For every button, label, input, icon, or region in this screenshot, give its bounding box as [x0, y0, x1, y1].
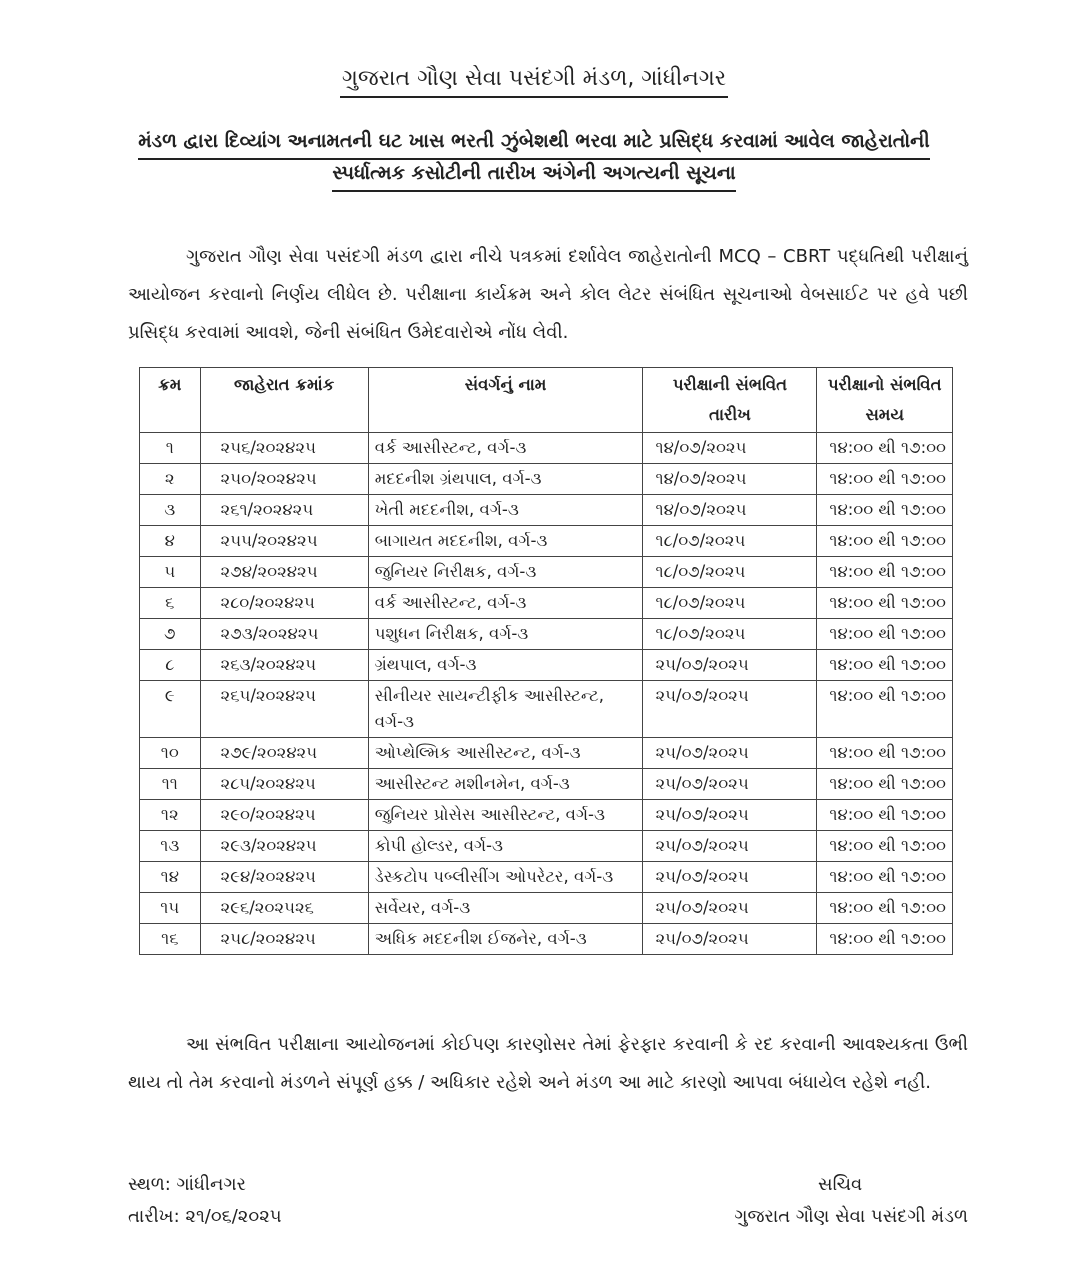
table-row — [140, 681, 953, 738]
exam-date-cell: ૨૫/૦૭/૨૦૨૫ — [643, 862, 817, 893]
exam-time-cell: ૧૪:૦૦ થી ૧૭:૦૦ — [817, 619, 953, 650]
cadre-name-cell: બાગાયત મદદનીશ, વર્ગ-૩ — [368, 526, 643, 557]
exam-time-cell: ૧૪:૦૦ થી ૧૭:૦૦ — [817, 526, 953, 557]
table-row — [140, 893, 953, 924]
table-header-row — [140, 368, 953, 433]
advt-no-cell: ૨૬૧/૨૦૨૪૨૫ — [200, 495, 368, 526]
cadre-name-cell: જુનિયર નિરીક્ષક, વર્ગ-૩ — [368, 557, 643, 588]
intro-paragraph: ગુજરાત ગૌણ સેવા પસંદગી મંડળ દ્વારા નીચે પત્રકમાં દર્શાવેલ જાહેરાતોની MCQ – CBRT પદ્ધતિથી પરીક્ષાનું આયોજન કરવાનો નિર્ણય લીધેલ છે. પરીક્ષાના કાર્યક્રમ અને કોલ લેટર સંબંધિત સૂચનાઓ વેબસાઈટ પર હવે પછી પ્રસિદ્ધ કરવામાં આવશે, જેની સંબંધિત ઉમેદવારોએ નોંધ લેવી. — [128, 246, 968, 343]
advt-no-cell: ૨૯૪/૨૦૨૪૨૫ — [200, 862, 368, 893]
exam-time-cell: ૧૪:૦૦ થી ૧૭:૦૦ — [817, 893, 953, 924]
exam-time-cell: ૧૪:૦૦ થી ૧૭:૦૦ — [817, 831, 953, 862]
advt-no-cell: ૨૫૮/૨૦૨૪૨૫ — [200, 924, 368, 955]
cadre-name-cell: સર્વેયર, વર્ગ-૩ — [368, 893, 643, 924]
exam-time-cell: ૧૪:૦૦ થી ૧૭:૦૦ — [817, 924, 953, 955]
exam-date-cell: ૧૪/૦૭/૨૦૨૫ — [643, 433, 817, 464]
table-row — [140, 862, 953, 893]
table-row — [140, 526, 953, 557]
cadre-name-cell: વર્ક આસીસ્ટન્ટ, વર્ગ-૩ — [368, 588, 643, 619]
exam-schedule-table — [139, 367, 953, 955]
serial-cell: ૪ — [140, 526, 201, 557]
board-name-heading: ગુજરાત ગૌણ સેવા પસંદગી મંડળ, ગાંધીનગર — [340, 62, 728, 98]
advt-no-cell: ૨૫૦/૨૦૨૪૨૫ — [200, 464, 368, 495]
cadre-name-cell: વર્ક આસીસ્ટન્ટ, વર્ગ-૩ — [368, 433, 643, 464]
table-row — [140, 464, 953, 495]
exam-time-cell: ૧૪:૦૦ થી ૧૭:૦૦ — [817, 769, 953, 800]
exam-time-cell: ૧૪:૦૦ થી ૧૭:૦૦ — [817, 738, 953, 769]
exam-time-cell: ૧૪:૦૦ થી ૧૭:૦૦ — [817, 862, 953, 893]
cadre-name-cell: ડેસ્કટોપ પબ્લીસીંગ ઓપરેટર, વર્ગ-૩ — [368, 862, 643, 893]
table-row — [140, 650, 953, 681]
exam-time-cell: ૧૪:૦૦ થી ૧૭:૦૦ — [817, 681, 953, 738]
cadre-name-cell: સીનીયર સાયન્ટીફીક આસીસ્ટન્ટ, વર્ગ-૩ — [368, 681, 643, 738]
serial-cell: ૨ — [140, 464, 201, 495]
cadre-name-cell: જુનિયર પ્રોસેસ આસીસ્ટન્ટ, વર્ગ-૩ — [368, 800, 643, 831]
subtitle-line-1: મંડળ દ્વારા દિવ્યાંગ અનામતની ઘટ ખાસ ભરતી ઝુંબેશથી ભરવા માટે પ્રસિદ્ધ કરવામાં આવેલ જાહેરાતોની — [0, 124, 1068, 160]
exam-date-cell: ૧૪/૦૭/૨૦૨૫ — [643, 495, 817, 526]
cadre-name-cell: મદદનીશ ગ્રંથપાલ, વર્ગ-૩ — [368, 464, 643, 495]
advt-no-cell: ૨૮૦/૨૦૨૪૨૫ — [200, 588, 368, 619]
exam-time-cell: ૧૪:૦૦ થી ૧૭:૦૦ — [817, 800, 953, 831]
serial-cell: ૭ — [140, 619, 201, 650]
exam-date-cell: ૨૫/૦૭/૨૦૨૫ — [643, 650, 817, 681]
serial-cell: ૧૨ — [140, 800, 201, 831]
closing-paragraph: આ સંભવિત પરીક્ષાના આયોજનમાં કોઈપણ કારણોસર તેમાં ફેરફાર કરવાની કે રદ કરવાની આવશ્યકતા ઉભી થાય તો તેમ કરવાનો મંડળને સંપૂર્ણ હક્ક / અધિકાર રહેશે અને મંડળ આ માટે કારણો આપવા બંધાયેલ રહેશે નહી. — [128, 1034, 968, 1093]
table-row — [140, 588, 953, 619]
table-row — [140, 769, 953, 800]
serial-cell: ૧ — [140, 433, 201, 464]
header-cadre-name: સંવર્ગનું નામ — [368, 368, 643, 433]
advt-no-cell: ૨૭૪/૨૦૨૪૨૫ — [200, 557, 368, 588]
notice-title — [0, 62, 1068, 98]
table-body — [140, 433, 953, 955]
serial-cell: ૧૪ — [140, 862, 201, 893]
footer-place: સ્થળ: ગાંધીનગર — [128, 1174, 246, 1195]
exam-date-cell: ૧૮/૦૭/૨૦૨૫ — [643, 588, 817, 619]
serial-cell: ૮ — [140, 650, 201, 681]
exam-time-cell: ૧૪:૦૦ થી ૧૭:૦૦ — [817, 650, 953, 681]
advt-no-cell: ૨૭૩/૨૦૨૪૨૫ — [200, 619, 368, 650]
exam-date-cell: ૧૮/૦૭/૨૦૨૫ — [643, 619, 817, 650]
advt-no-cell: ૨૯૦/૨૦૨૪૨૫ — [200, 800, 368, 831]
exam-time-cell: ૧૪:૦૦ થી ૧૭:૦૦ — [817, 557, 953, 588]
serial-cell: ૩ — [140, 495, 201, 526]
advt-no-cell: ૨૫૬/૨૦૨૪૨૫ — [200, 433, 368, 464]
header-serial: ક્રમ — [140, 368, 201, 433]
exam-date-cell: ૨૫/૦૭/૨૦૨૫ — [643, 681, 817, 738]
serial-cell: ૧૬ — [140, 924, 201, 955]
exam-date-cell: ૨૫/૦૭/૨૦૨૫ — [643, 800, 817, 831]
advt-no-cell: ૨૯૬/૨૦૨૫૨૬ — [200, 893, 368, 924]
header-exam-date: પરીક્ષાની સંભવિત તારીખ — [643, 368, 817, 433]
table-row — [140, 924, 953, 955]
advt-no-cell: ૨૯૩/૨૦૨૪૨૫ — [200, 831, 368, 862]
exam-date-cell: ૨૫/૦૭/૨૦૨૫ — [643, 738, 817, 769]
cadre-name-cell: અધિક મદદનીશ ઈજનેર, વર્ગ-૩ — [368, 924, 643, 955]
serial-cell: ૧૦ — [140, 738, 201, 769]
exam-time-cell: ૧૪:૦૦ થી ૧૭:૦૦ — [817, 588, 953, 619]
exam-date-cell: ૨૫/૦૭/૨૦૨૫ — [643, 924, 817, 955]
header-advt-no: જાહેરાત ક્રમાંક — [200, 368, 368, 433]
cadre-name-cell: પશુધન નિરીક્ષક, વર્ગ-૩ — [368, 619, 643, 650]
cadre-name-cell: ગ્રંથપાલ, વર્ગ-૩ — [368, 650, 643, 681]
exam-time-cell: ૧૪:૦૦ થી ૧૭:૦૦ — [817, 433, 953, 464]
table-row — [140, 557, 953, 588]
serial-cell: ૧૩ — [140, 831, 201, 862]
serial-cell: ૫ — [140, 557, 201, 588]
advt-no-cell: ૨૫૫/૨૦૨૪૨૫ — [200, 526, 368, 557]
table-row — [140, 800, 953, 831]
serial-cell: ૧૫ — [140, 893, 201, 924]
footer-date: તારીખ: ૨૧/૦૬/૨૦૨૫ — [128, 1206, 282, 1227]
exam-time-cell: ૧૪:૦૦ થી ૧૭:૦૦ — [817, 464, 953, 495]
advt-no-cell: ૨૬૩/૨૦૨૪૨૫ — [200, 650, 368, 681]
exam-date-cell: ૧૮/૦૭/૨૦૨૫ — [643, 526, 817, 557]
advt-no-cell: ૨૬૫/૨૦૨૪૨૫ — [200, 681, 368, 738]
subtitle-line-2: સ્પર્ધાત્મક કસોટીની તારીખ અંગેની અગત્યની સૂચના — [0, 156, 1068, 192]
footer-designation: સચિવ — [818, 1174, 863, 1195]
header-exam-time: પરીક્ષાનો સંભવિત સમય — [817, 368, 953, 433]
exam-time-cell: ૧૪:૦૦ થી ૧૭:૦૦ — [817, 495, 953, 526]
cadre-name-cell: આસીસ્ટન્ટ મશીનમેન, વર્ગ-૩ — [368, 769, 643, 800]
table-row — [140, 738, 953, 769]
advt-no-cell: ૨૭૯/૨૦૨૪૨૫ — [200, 738, 368, 769]
serial-cell: ૬ — [140, 588, 201, 619]
serial-cell: ૧૧ — [140, 769, 201, 800]
table-row — [140, 433, 953, 464]
exam-date-cell: ૧૪/૦૭/૨૦૨૫ — [643, 464, 817, 495]
exam-date-cell: ૨૫/૦૭/૨૦૨૫ — [643, 831, 817, 862]
advt-no-cell: ૨૮૫/૨૦૨૪૨૫ — [200, 769, 368, 800]
cadre-name-cell: કોપી હોલ્ડર, વર્ગ-૩ — [368, 831, 643, 862]
footer-organization: ગુજરાત ગૌણ સેવા પસંદગી મંડળ — [734, 1206, 968, 1227]
cadre-name-cell: ખેતી મદદનીશ, વર્ગ-૩ — [368, 495, 643, 526]
exam-date-cell: ૨૫/૦૭/૨૦૨૫ — [643, 769, 817, 800]
exam-date-cell: ૨૫/૦૭/૨૦૨૫ — [643, 893, 817, 924]
cadre-name-cell: ઓપ્થેલ્મિક આસીસ્ટન્ટ, વર્ગ-૩ — [368, 738, 643, 769]
serial-cell: ૯ — [140, 681, 201, 738]
exam-date-cell: ૧૮/૦૭/૨૦૨૫ — [643, 557, 817, 588]
table-row — [140, 831, 953, 862]
table-row — [140, 619, 953, 650]
table-row — [140, 495, 953, 526]
